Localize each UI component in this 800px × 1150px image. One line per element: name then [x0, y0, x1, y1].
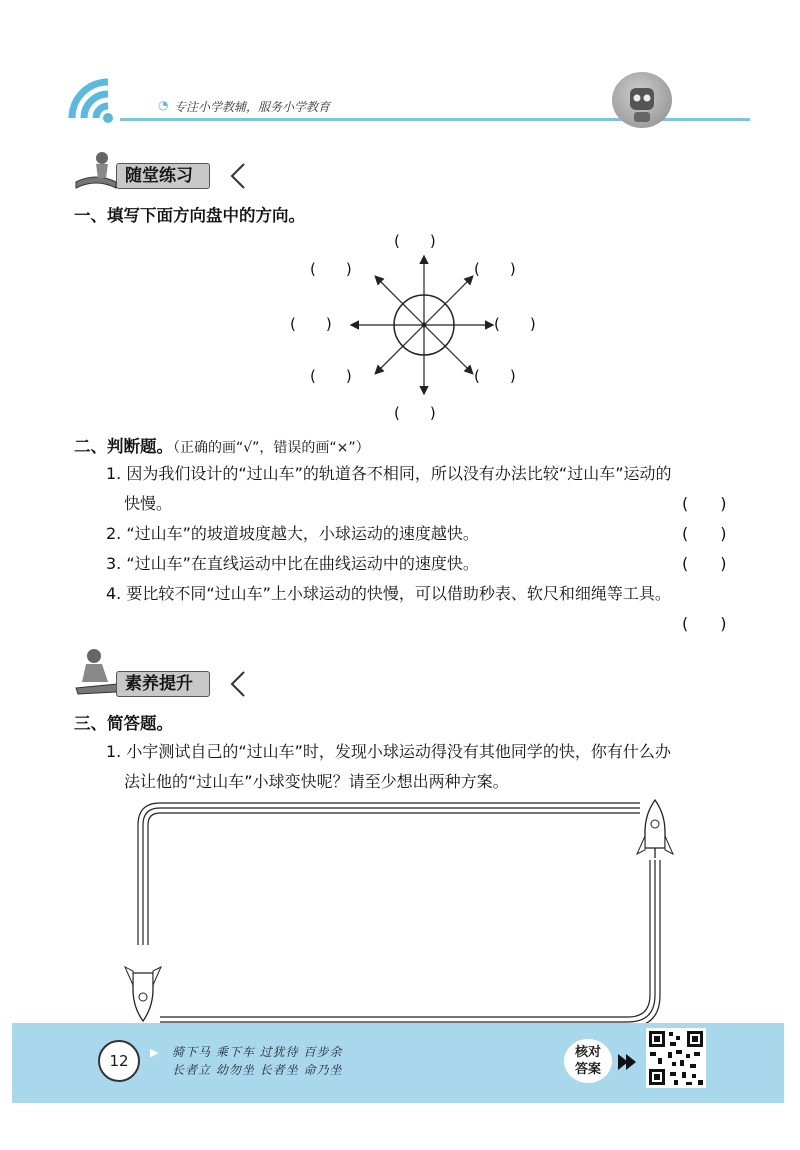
- answer-blank[interactable]: ( ): [682, 614, 727, 633]
- flying-girl-icon: [72, 644, 122, 698]
- answer-blank[interactable]: ( ): [682, 554, 727, 573]
- banner-label: 随堂练习: [116, 163, 210, 189]
- play-triangle-icon: ▶: [150, 1046, 159, 1059]
- check-label-2: 答案: [574, 1062, 601, 1077]
- q2-item-1-line1: 1. 因为我们设计的“过山车”的轨道各不相同，所以没有办法比较“过山车”运动的: [106, 464, 672, 483]
- reading-girl-icon: [72, 148, 122, 190]
- compass-blank-northwest: ( ): [310, 260, 352, 278]
- compass-blank-southeast: ( ): [474, 367, 516, 385]
- q2-instruction: （正确的画“√”，错误的画“×”）: [173, 440, 370, 456]
- q3-item-line1: 1. 小宇测试自己的“过山车”时，发现小球运动得没有其他同学的快，你有什么办: [106, 742, 671, 761]
- banner-chevron-icon: [228, 670, 248, 698]
- q1-title: 一、填写下面方向盘中的方向。: [74, 206, 305, 225]
- compass-blank-south: ( ): [394, 404, 436, 422]
- compass-blank-west: ( ): [290, 315, 332, 333]
- arrow-northeast: [424, 277, 472, 325]
- q2-title: [74, 433, 370, 457]
- arrow-right-icon: [616, 1052, 638, 1072]
- q2-title-text: 二、判断题。: [74, 437, 173, 456]
- rocket-icon: [637, 800, 673, 858]
- wifi-logo-icon: [60, 70, 130, 130]
- arrow-northwest: [376, 277, 424, 325]
- answer-blank[interactable]: ( ): [682, 494, 727, 513]
- answer-frame[interactable]: [110, 795, 700, 1025]
- banner-chevron-icon: [228, 162, 248, 190]
- q2-item-4: 4. 要比较不同“过山车”上小球运动的快慢，可以借助秒表、软尺和细绳等工具。: [106, 584, 671, 603]
- section-banner-improve: [72, 668, 272, 698]
- q2-item-3: 3. “过山车”在直线运动中比在曲线运动中的速度快。: [106, 554, 479, 573]
- compass-blank-north: ( ): [394, 232, 436, 250]
- check-answer-button[interactable]: [564, 1039, 612, 1083]
- q3-item-line2: 法让他的“过山车”小球变快呢？请至少想出两种方案。: [124, 772, 509, 791]
- robot-mascot-icon: [612, 72, 672, 128]
- q2-item-1-line2: 快慢。: [124, 494, 173, 513]
- banner-label: 素养提升: [116, 671, 210, 697]
- verse-line-1: 骑下马 乘下车 过犹待 百步余: [172, 1045, 343, 1059]
- q3-title: 三、简答题。: [74, 714, 173, 733]
- section-banner-practice: [72, 160, 272, 190]
- compass-blank-east: ( ): [494, 315, 536, 333]
- arrow-southeast: [424, 325, 472, 373]
- page-number: 12: [98, 1040, 140, 1082]
- arrow-southwest: [376, 325, 424, 373]
- rocket-icon: [125, 967, 161, 1021]
- check-label-1: 核对: [574, 1045, 601, 1060]
- verse-line-2: 长者立 幼勿坐 长者坐 命乃坐: [172, 1063, 343, 1077]
- signal-icon: ◔: [158, 98, 169, 112]
- answer-blank[interactable]: ( ): [682, 524, 727, 543]
- compass-blank-southwest: ( ): [310, 367, 352, 385]
- header-slogan: 专注小学教辅，服务小学教育: [174, 100, 331, 114]
- q2-item-2: 2. “过山车”的坡道坡度越大，小球运动的速度越快。: [106, 524, 479, 543]
- qr-code-icon[interactable]: [646, 1028, 706, 1088]
- compass-blank-northeast: ( ): [474, 260, 516, 278]
